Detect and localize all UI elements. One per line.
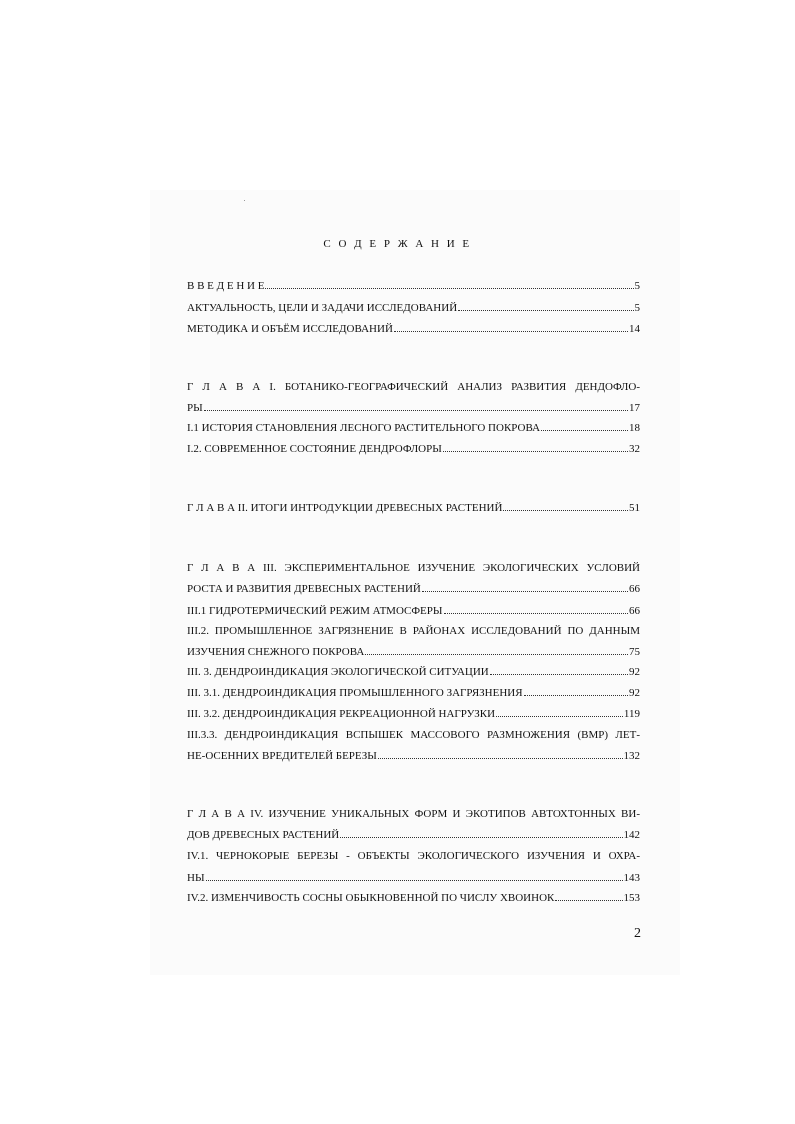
toc-entry-text: НЕ-ОСЕННИХ ВРЕДИТЕЛЕЙ БЕРЕЗЫ	[187, 750, 377, 762]
dot-leader	[503, 510, 628, 511]
toc-entry-text: I.2. СОВРЕМЕННОЕ СОСТОЯНИЕ ДЕНДРОФЛОРЫ	[187, 443, 442, 455]
toc-entry	[187, 279, 640, 293]
toc-entry-page: 51	[629, 502, 640, 514]
dot-leader	[541, 430, 628, 431]
toc-entry-page: 17	[629, 402, 640, 414]
toc-entry-text: I.1 ИСТОРИЯ СТАНОВЛЕНИЯ ЛЕСНОГО РАСТИТЕЛЬНОГО ПОКРОВА	[187, 422, 541, 434]
toc-entry	[187, 582, 640, 596]
dot-leader	[394, 331, 628, 332]
dot-leader	[496, 716, 623, 717]
toc-entry-text: РОСТА И РАЗВИТИЯ ДРЕВЕСНЫХ РАСТЕНИЙ	[187, 583, 421, 595]
toc-entry-text: ИЗУЧЕНИЯ СНЕЖНОГО ПОКРОВА	[187, 646, 365, 658]
toc-entry-text: III. 3.2. ДЕНДРОИНДИКАЦИЯ РЕКРЕАЦИОННОЙ НАГРУЗКИ	[187, 708, 496, 720]
dot-leader	[204, 410, 628, 411]
toc-entry	[187, 871, 640, 885]
toc-entry	[187, 707, 640, 721]
toc-entry-page: 18	[629, 422, 640, 434]
toc-entry	[187, 301, 640, 315]
dot-leader	[265, 288, 633, 289]
toc-entry-page: 5	[634, 280, 640, 292]
toc-entry	[187, 442, 640, 456]
toc-entry	[187, 891, 640, 905]
toc-entry	[187, 807, 640, 821]
toc-entry-page: 119	[623, 708, 640, 720]
toc-entry-text: АКТУАЛЬНОСТЬ, ЦЕЛИ И ЗАДАЧИ ИССЛЕДОВАНИЙ	[187, 302, 458, 314]
toc-entry-page: 143	[623, 872, 640, 884]
page-number: 2	[634, 926, 641, 941]
toc-entry	[187, 322, 640, 336]
toc-entry-text: НЫ	[187, 872, 205, 884]
toc-entry-page: 142	[623, 829, 640, 841]
toc-entry-text: Г Л А В А II. ИТОГИ ИНТРОДУКЦИИ ДРЕВЕСНЫХ РАСТЕНИЙ	[187, 502, 503, 514]
toc-entry	[187, 728, 640, 742]
dot-leader	[340, 837, 622, 838]
toc-entry-page: 92	[629, 666, 640, 678]
scan-speck	[244, 200, 245, 201]
toc-entry	[187, 849, 640, 863]
toc-entry-text: III.3.3. ДЕНДРОИНДИКАЦИЯ ВСПЫШЕК МАССОВОГО РАЗМНОЖЕНИЯ (ВМР) ЛЕТ-	[187, 729, 640, 741]
toc-entry	[187, 645, 640, 659]
toc-entry-text: III. 3.1. ДЕНДРОИНДИКАЦИЯ ПРОМЫШЛЕННОГО ЗАГРЯЗНЕНИЯ	[187, 687, 523, 699]
toc-entry-text: III. 3. ДЕНДРОИНДИКАЦИЯ ЭКОЛОГИЧЕСКОЙ СИТУАЦИИ	[187, 666, 489, 678]
toc-entry-page: 66	[629, 605, 640, 617]
dot-leader	[422, 591, 628, 592]
dot-leader	[524, 695, 628, 696]
toc-entry-page: 5	[634, 302, 640, 314]
dot-leader	[555, 900, 622, 901]
toc-entry-text: РЫ	[187, 402, 203, 414]
toc-entry	[187, 561, 640, 575]
toc-entry	[187, 686, 640, 700]
toc-entry	[187, 665, 640, 679]
toc-entry-page: 32	[629, 443, 640, 455]
toc-entry-text: IV.2. ИЗМЕНЧИВОСТЬ СОСНЫ ОБЫКНОВЕННОЙ ПО ЧИСЛУ ХВОИНОК	[187, 892, 555, 904]
toc-entry	[187, 604, 640, 618]
toc-entry-text: Г Л А В А III. ЭКСПЕРИМЕНТАЛЬНОЕ ИЗУЧЕНИЕ ЭКОЛОГИЧЕСКИХ УСЛОВИЙ	[187, 562, 640, 574]
dot-leader	[206, 880, 623, 881]
toc-entry-text: III.1 ГИДРОТЕРМИЧЕСКИЙ РЕЖИМ АТМОСФЕРЫ	[187, 605, 443, 617]
contents-heading: С О Д Е Р Ж А Н И Е	[323, 238, 472, 250]
dot-leader	[443, 451, 628, 452]
toc-entry-page: 92	[629, 687, 640, 699]
dot-leader	[490, 674, 628, 675]
toc-entry-page: 153	[623, 892, 640, 904]
toc-entry-text: Г Л А В А I. БОТАНИКО-ГЕОГРАФИЧЕСКИЙ АНАЛИЗ РАЗВИТИЯ ДЕНДОФЛО-	[187, 381, 640, 393]
toc-entry-text: III.2. ПРОМЫШЛЕННОЕ ЗАГРЯЗНЕНИЕ В РАЙОНАХ ИССЛЕДОВАНИЙ ПО ДАННЫМ	[187, 625, 640, 637]
toc-entry	[187, 380, 640, 394]
toc-entry-text: IV.1. ЧЕРНОКОРЫЕ БЕРЕЗЫ - ОБЪЕКТЫ ЭКОЛОГИЧЕСКОГО ИЗУЧЕНИЯ И ОХРА-	[187, 850, 640, 862]
toc-entry-text: Г Л А В А IV. ИЗУЧЕНИЕ УНИКАЛЬНЫХ ФОРМ И ЭКОТИПОВ АВТОХТОННЫХ ВИ-	[187, 808, 640, 820]
toc-entry-page: 14	[629, 323, 640, 335]
toc-entry	[187, 624, 640, 638]
toc-entry	[187, 401, 640, 415]
toc-entry	[187, 749, 640, 763]
toc-entry	[187, 501, 640, 515]
toc-entry-text: В В Е Д Е Н И Е	[187, 280, 265, 292]
toc-entry-page: 66	[629, 583, 640, 595]
toc-entry	[187, 828, 640, 842]
toc-entry-text: ДОВ ДРЕВЕСНЫХ РАСТЕНИЙ	[187, 829, 340, 841]
dot-leader	[378, 758, 623, 759]
dot-leader	[444, 613, 629, 614]
toc-entry-page: 132	[623, 750, 640, 762]
dot-leader	[365, 654, 628, 655]
toc-entry-text: МЕТОДИКА И ОБЪЁМ ИССЛЕДОВАНИЙ	[187, 323, 393, 335]
toc-entry	[187, 421, 640, 435]
dot-leader	[458, 310, 633, 311]
toc-entry-page: 75	[629, 646, 640, 658]
